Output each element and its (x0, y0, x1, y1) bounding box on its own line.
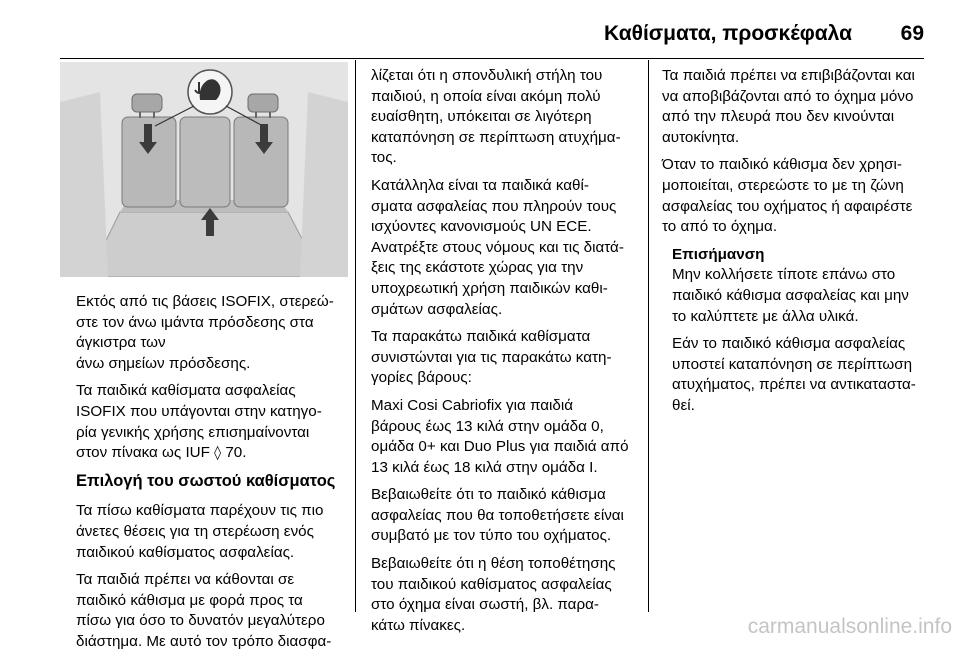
col2-paragraph-3: Τα παρακάτω παιδικά καθίσματα συνιστώνται για τις παρακάτω κατη- γορίες βάρους: (371, 328, 612, 387)
seat-illustration (60, 62, 348, 277)
col2-paragraph-2: Κατάλληλα είναι τα παιδικά καθί- σματα ασφαλείας που πληρούν τους ισχύοντες κανονισμούς UN ECE. Ανατρέξτε στους νόμους και τις διατά- ξεις της εκάστοτε χώρας για την υποχρεωτική χρήση παιδικών καθι- σμάτων ασφαλείας. (371, 176, 624, 318)
column-divider-left (355, 60, 356, 612)
col2-paragraph-5: Βεβαιωθείτε ότι το παιδικό κάθισμα ασφαλείας που θα τοποθετήσετε είναι συμβατό με τον τύπο του οχήματος. (371, 486, 624, 545)
page-number: 69 (900, 22, 924, 45)
column-3 (662, 66, 934, 424)
note-box (672, 245, 934, 417)
col1-paragraph-3: Τα πίσω καθίσματα παρέχουν τις πιο άνετες θέσεις για τη στερέωση ενός παιδικού καθίσματος ασφαλείας. (76, 502, 324, 561)
col2-paragraph-6: Βεβαιωθείτε ότι η θέση τοποθέτησης του παιδικού καθίσματος ασφαλείας στο όχημα είναι σωστή, βλ. παρα- κάτω πίνακες. (371, 555, 616, 634)
note-title: Επισήμανση (672, 245, 765, 263)
section-heading: Επιλογή του σωστού καθίσματος (76, 471, 336, 490)
col1-paragraph-4: Τα παιδιά πρέπει να κάθονται σε παιδικό κάθισμα με φορά προς τα πίσω για όσο το δυνατόν μεγαλύτερο διάστημα. Με αυτό τον τρόπο διασφα- (76, 571, 332, 650)
column-1 (76, 292, 348, 660)
col1-paragraph-2: Τα παιδικά καθίσματα ασφαλείας ISOFIX που υπάγονται στην κατηγο- ρία γενικής χρήσης επισημαίνονται στον πίνακα ως IUF ◊ 70. (76, 382, 322, 462)
note-paragraph-2: Εάν το παιδικό κάθισμα ασφαλείας υποστεί καταπόνηση σε περίπτωση ατυχήματος, πρέπει να αντικαταστα- θεί. (672, 335, 916, 414)
col3-paragraph-2: Όταν το παιδικό κάθισμα δεν χρησι- μοποιείται, στερεώστε το με τη ζώνη ασφαλείας του οχήματος ή αφαιρέστε το από το όχημα. (662, 156, 913, 236)
note-paragraph-1: Μην κολλήσετε τίποτε επάνω στο παιδικό κάθισμα ασφαλείας και μην το καλύπτετε με άλλα υλικά. (672, 266, 909, 325)
watermark: carmanualsonline.info (747, 615, 952, 638)
page-title: Καθίσματα, προσκέφαλα (604, 22, 852, 45)
page-ref-icon: ◊ (214, 445, 222, 462)
header-rule (60, 58, 924, 59)
page-ref-link[interactable]: 70. (225, 444, 247, 462)
column-2 (371, 66, 639, 643)
seat-illustration-svg (60, 62, 348, 277)
col2-paragraph-1: λίζεται ότι η σπονδυλική στήλη του παιδιού, η οποία είναι ακόμη πολύ ευαίσθητη, υπόκειται σε λιγότερη καταπόνηση σε περίπτωση ατυχήμα- τος. (371, 67, 621, 167)
col2-paragraph-4: Maxi Cosi Cabriofix για παιδιά βάρους έως 13 κιλά στην ομάδα 0, ομάδα 0+ και Duo Plus για παιδιά από 13 κιλά έως 18 κιλά στην ομάδα I. (371, 396, 629, 476)
col3-paragraph-1: Τα παιδιά πρέπει να επιβιβάζονται και να αποβιβάζονται από το όχημα μόνο από την πλευρά που δεν κινούνται αυτοκίνητα. (662, 67, 915, 146)
col1-paragraph-1: Εκτός από τις βάσεις ISOFIX, στερεώ- στε τον άνω ιμάντα πρόσδεσης στα άγκιστρα των άνω σημείων πρόσδεσης. (76, 293, 334, 372)
column-divider-right (648, 60, 649, 612)
